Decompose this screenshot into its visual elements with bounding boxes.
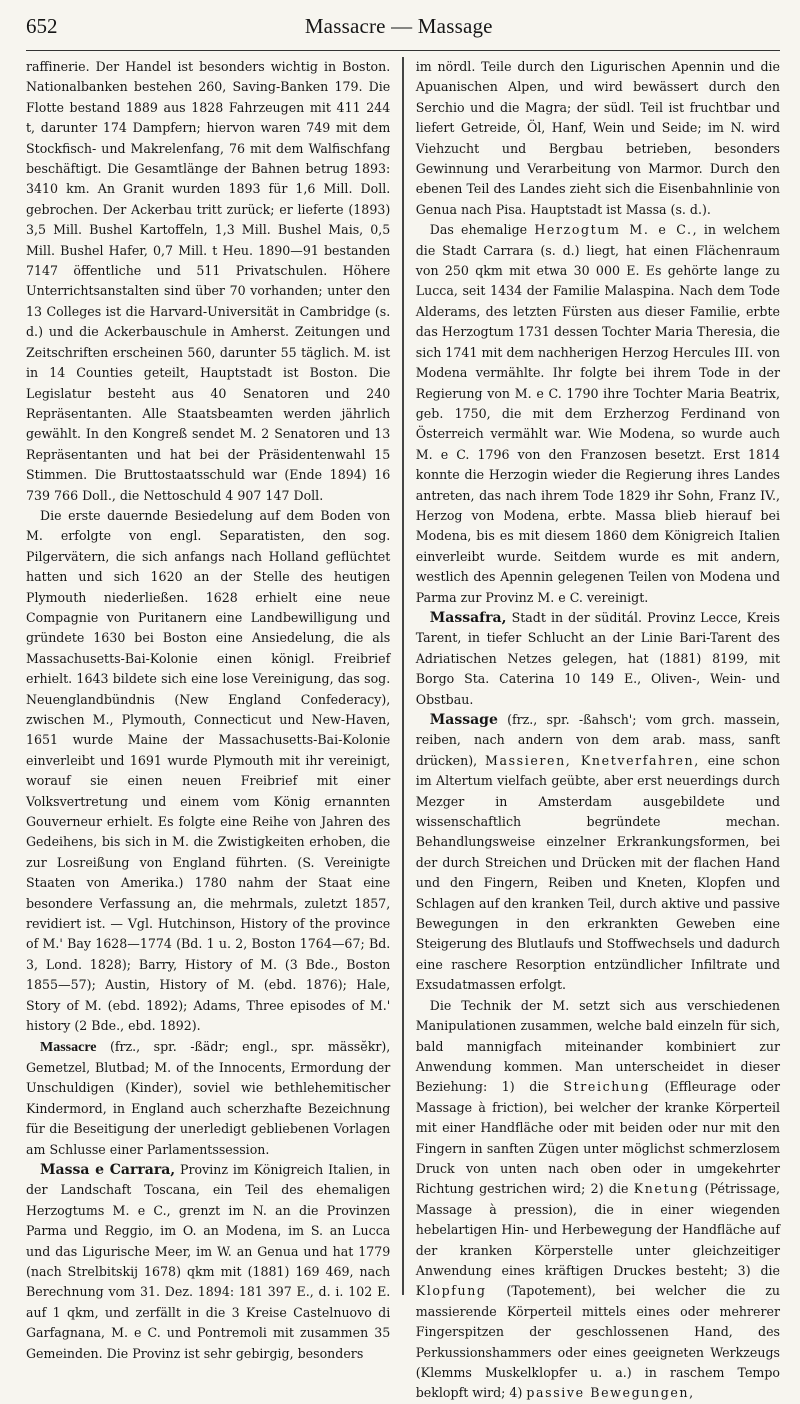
paragraph-text: (Effleurage oder Massage à friction), bei welcher der kranke Körperteil mit einer Handfläche oder mit beiden oder nur mit den Fingern in sanften Zügen unter möglichst schmerzlosem Druck von unten nach oben oder in umgekehrter Richtung gestrichen wird; 2) die <box>415 1079 781 1197</box>
boston-paragraph: raffinerie. Der Handel ist besonders wichtig in Boston. Nationalbanken bestehen 260, Saving-Banken 179. Die Flotte bestand 1889 aus 1828 Fahrzeugen mit 411 244 t, darunter 174 Dampfern; hiervon waren 749 mit dem Stockfisch- und Makrelenfang, 76 mit dem Walfischfang beschäftigt. Die Gesamtlänge der Bahnen betrug 1893: 3410 km. An Granit wurden 1893 für 1,6 Mill. Doll. gebrochen. Der Ackerbau tritt zurück; er lieferte (1893) 3,5 Mill. Bushel Kartoffeln, 1,3 Mill. Bushel Mais, 0,5 Mill. Bushel Hafer, 0,7 Mill. t Heu. 1890—91 bestanden 7147 öffentliche und 511 Privatschulen. Höhere Unterrichtsanstalten sind über 70 vorhanden; unter den 13 Colleges ist die Harvard-Universität in Cambridge (s. d.) und die Ackerbauschule in Amherst. Zeitungen und Zeitschriften erscheinen 560, darunter 55 täglich. M. ist in 14 Counties geteilt, Hauptstadt ist Boston. Die Legislatur besteht aus 40 Senatoren und 240 Repräsentanten. Alle Staatsbeamten werden jährlich gewählt. In den Kongreß sendet M. 2 Senatoren und 13 Repräsentanten und hat bei der Präsidentenwahl 15 Stimmen. Die Bruttostaatsschuld war (Ende 1894) 16 739 766 Doll., die Nettoschuld 4 907 147 Doll. <box>26 59 391 503</box>
entry-text: (frz., spr. -ßädr; engl., spr. mässĕkr), Gemetzel, Blutbad; M. of the Innocents, Ermordung der Unschuldigen (Kinder), soviel wie bethlehemitischer Kindermord, in England auch scherzhafte Bezeichnung für die Beseitigung der unerledigt gebliebenen Vorlagen am Schlusse einer Parlamentssession. <box>26 1038 391 1157</box>
entry-massa-e-carrara <box>26 1160 390 1364</box>
right-column <box>415 57 781 1401</box>
entry-headword: Massafra, <box>429 609 507 626</box>
spaced-term: passive Bewegungen, <box>526 1385 695 1401</box>
province-continuation: im nördl. Teile durch den Ligurischen Apennin und die Apuanischen Alpen, und wird bewässert durch den Serchio und die Magra; der südl. Teil ist fruchtbar und liefert Getreide, Öl, Hanf, Wein und Seide; im N. wird Viehzucht und Bergbau betrieben, besonders Gewinnung und Verarbeitung von Marmor. Durch den ebenen Teil des Landes zieht sich die Eisenbahnlinie von Genua nach Pisa. Hauptstadt ist Massa (s. d.). <box>415 59 781 217</box>
history-paragraph: Die erste dauernde Besiedelung auf dem Boden von M. erfolgte von engl. Separatisten, den sog. Pilgervätern, die sich anfangs nach Holland geflüchtet hatten und sich 1620 an der Stelle des heutigen Plymouth niederließen. 1628 erhielt eine neue Compagnie von Puritanern eine Landbewilligung und gründete 1630 bei Boston eine Ansiedelung, die als Massachusetts-Bai-Kolonie einen königl. Freibrief erhielt. 1643 bildete sich eine lose Vereinigung, das sog. Neuenglandbündnis (New England Confederacy), zwischen M., Plymouth, Connecticut und New-Haven, 1651 wurde Maine der Massachusetts-Bai-Kolonie einverleibt und 1691 wurde Plymouth mit ihr vereinigt, worauf sie einen neuen Freibrief mit einer Volksvertretung und einem vom König ernannten Gouverneur erhielt. Es folgte eine Reihe von Jahren des Gedeihens, bis sich in M. die Zwistigkeiten erhoben, die zur Losreißung von England führten. (S. Vereinigte Staaten von Amerika.) 1780 nahm der Staat eine besondere Verfassung an, die mehrmals, zuletzt 1857, revidiert ist. — Vgl. Hutchinson, History of the province of M.' Bay 1628—1774 (Bd. 1 u. 2, Boston 1764—67; Bd. 3, Lond. 1828); Barry, History of M. (3 Bde., Boston 1855—57); Austin, History of M. (ebd. 1876); Hale, Story of M. (ebd. 1892); Adams, Three episodes of M.' history (2 Bde., ebd. 1892). <box>26 507 391 1034</box>
entry-text: eine schon im Altertum vielfach geübte, aber erst neuerdings durch Mezger in Amsterdam ausgebildete und wissenschaftlich begründete mechan. Behandlungsweise einzelner Erkrankungsformen, bei der durch Streichen und Drücken mit der flachen Hand und den Fingern, Reiben und Kneten, Klopfen und Schlagen auf den kranken Teil, durch aktive und passive Bewegungen in den erkrankten Geweben eine Steigerung des Blutlaufs und Stoffwechsels und dadurch eine raschere Resorption entzündlicher Infiltrate und Exsudatmassen erfolgt. <box>415 752 781 993</box>
entry-text: Stadt in der süditál. Provinz Lecce, Kreis Tarent, in tiefer Schlucht an der Linie Bari-Tarent des Adriatischen Netzes gelegen, hat (1881) 8199, mit Borgo Sta. Caterina 10 149 E., Oliven-, Wein- und Obstbau. <box>415 609 781 707</box>
paragraph-lead: Das ehemalige <box>429 222 528 238</box>
paragraph-text: Die Technik der M. setzt sich aus verschiedenen Manipulationen zusammen, welche bald einzeln für sich, bald mannigfach miteinander kombiniert zur Anwendung kommen. Man unterscheidet in dieser Beziehung: 1) die <box>415 997 781 1095</box>
entry-headword: Massacre <box>40 1039 97 1055</box>
paragraph-text: , in welchem die Stadt Carrara (s. d.) liegt, hat einen Flächenraum von 250 qkm mit etwa 30 000 E. Es gehörte lange zu Lucca, seit 1434 der Familie Malaspina. Nach dem Tode Alderams, des letzten Fürsten aus dieser Familie, erbte das Herzogtum 1731 dessen Tochter Maria Theresia, die sich 1741 mit dem nachherigen Herzog Hercules III. von Modena vermählte. Ihr folgte bei ihrem Tode in der Regierung von M. e C. 1790 ihre Tochter Maria Beatrix, geb. 1750, die mit dem Erzherzog Ferdinand von Österreich vermählt war. Wie Modena, so wurde auch M. e C. 1796 von den Franzosen besetzt. Erst 1814 konnte die Herzogin wieder die Regierung ihres Landes antreten, das nach ihrem Tode 1829 ihr Sohn, Franz IV., Herzog von Modena, erbte. Massa blieb hierauf bei Modena, bis es mit diesem 1860 dem Königreich Italien einverleibt wurde. Seitdem wurde es mit andern, westlich des Apennin gelegenen Teilen von Modena und Parma zur Provinz M. e C. vereinigt. <box>415 222 781 605</box>
left-column <box>26 57 391 1361</box>
entry-massage <box>416 710 780 996</box>
paragraph-text: (Pétrissage, Massage à pression), die in einer wiegenden hebelartigen Hin- und Herbewegung der Handfläche auf der kranken Körperstelle unter gleichzeitiger Anwendung eines kräftigen Druckes besteht; 3) die <box>415 1181 781 1278</box>
technik-paragraph <box>416 996 780 1404</box>
entry-massafra <box>416 608 780 710</box>
running-title: Massacre — Massage <box>304 14 493 38</box>
entry-headword: Massa e Carrara, <box>40 1161 176 1178</box>
entry-text: (frz., spr. -ßahsch'; vom grch. massein, reiben, nach andern von dem arab. mass, sanft drücken), <box>415 712 781 768</box>
spaced-term: Herzogtum M. e C. <box>534 222 693 238</box>
spaced-term: Massieren, Knetverfahren, <box>485 752 700 768</box>
herzogtum-paragraph <box>416 220 780 608</box>
two-column-body <box>26 57 781 1401</box>
page-number: 652 <box>26 14 58 38</box>
spaced-term: Knetung <box>633 1181 700 1197</box>
entry-text: Provinz im Königreich Italien, in der Landschaft Toscana, ein Teil des ehemaligen Herzogtums M. e C., grenzt im N. an die Provinzen Parma und Reggio, im O. an Modena, im S. an Lucca und das Ligurische Meer, im W. an Genua und hat 1779 (nach Strelbitskij 1678) qkm mit (1881) 169 469, nach Berechnung vom 31. Dez. 1894: 181 397 E., d. i. 102 E. auf 1 qkm, und zerfällt in die 3 Kreise Castelnuovo di Garfagnana, M. e C. und Pontremoli mit zusammen 35 Gemeinden. Die Provinz ist sehr gebirgig, besonders <box>26 1161 391 1361</box>
entry-headword: Massage <box>429 712 498 728</box>
paragraph-text: (Tapotement), bei welcher die zu massierende Körperteil mittels eines oder mehrerer Fingerspitzen der geschlossenen Hand, des Perkussionshammers oder eines geeigneten Werkzeugs (Klemms Muskelklopfer u. a.) in raschem Tempo beklopft wird; 4) <box>415 1283 781 1401</box>
column-rule <box>402 57 403 1295</box>
entry-massacre <box>26 1037 390 1160</box>
spaced-term: Streichung <box>563 1079 651 1095</box>
page-header <box>26 14 780 51</box>
spaced-term: Klopfung <box>415 1283 487 1299</box>
